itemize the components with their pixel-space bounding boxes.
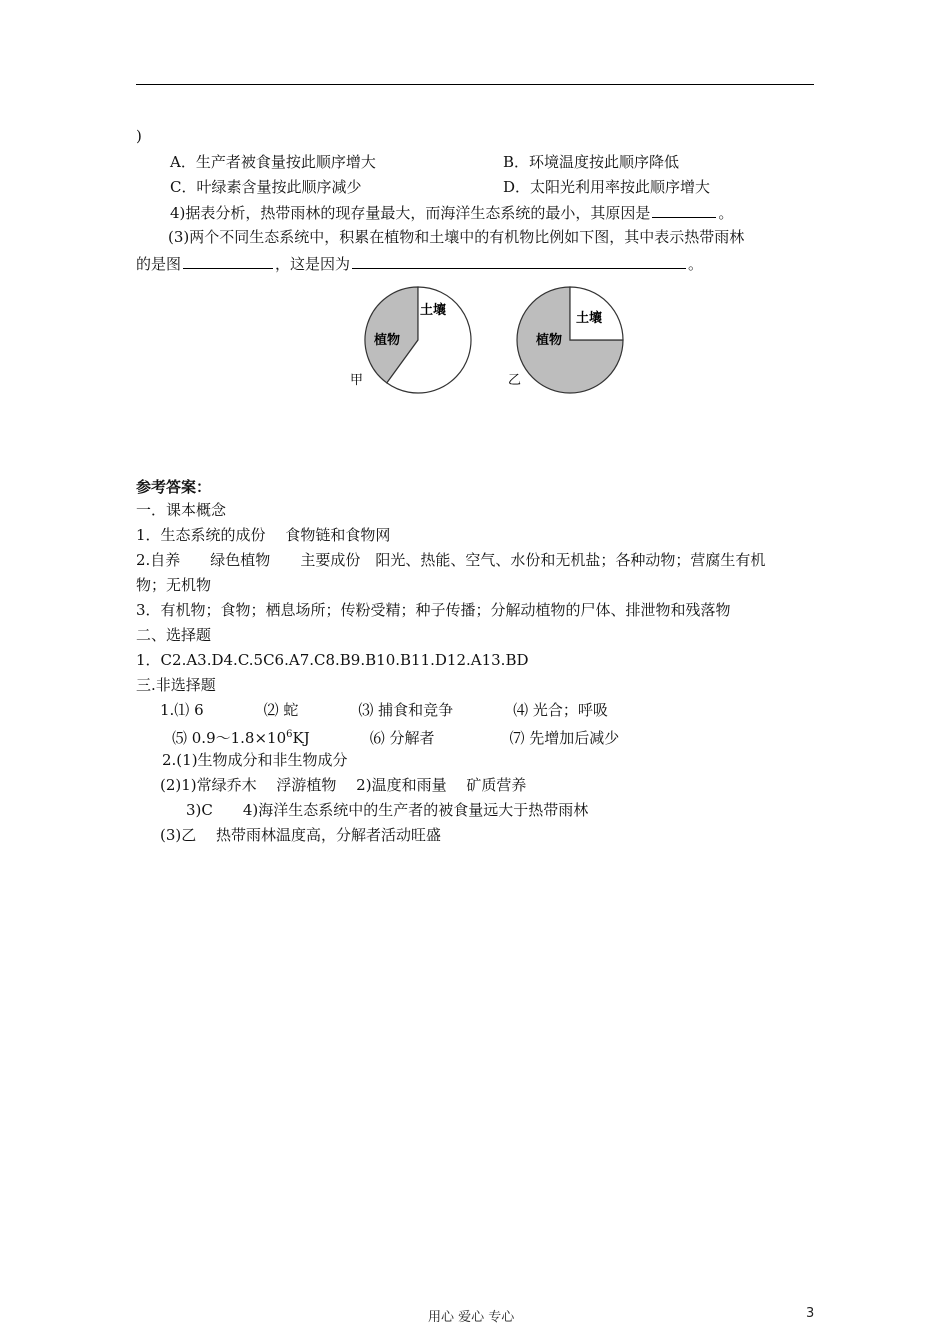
section-1-item-2a: 2.自养 绿色植物 主要成份 阳光、热能、空气、水份和无机盐；各种动物；营腐生有机 <box>136 551 766 569</box>
section-1-title: 一．课本概念 <box>136 501 227 519</box>
section-1-item-2b: 物；无机物 <box>136 576 212 594</box>
section-3-item-2c: 3)C 4)海洋生态系统中的生产者的被食量远大于热带雨林 <box>186 801 589 819</box>
question-3-end: 。 <box>688 255 704 273</box>
question-3-line2 <box>136 253 703 274</box>
header-rule <box>136 84 814 85</box>
question-4-end: 。 <box>718 204 734 222</box>
pie-jia-soil-label: 土壤 <box>420 303 447 318</box>
pie-yi-soil-label: 土壤 <box>576 311 603 326</box>
section-3-title: 三.非选择题 <box>136 676 216 694</box>
pie-chart-jia <box>350 287 471 393</box>
question-3-text-b: ，这是因为 <box>275 255 351 273</box>
pie-jia-label: 甲 <box>350 373 364 388</box>
section-3-item-1b-pre: ⑸ 0.9～1.8×10 <box>172 729 287 747</box>
question-4-text: 4)据表分析，热带雨林的现存量最大，而海洋生态系统的最小，其原因是 <box>170 204 651 222</box>
section-2-answers: 1．C2.A3.D4.C.5C6.A7.C8.B9.B10.B11.D12.A13.BD <box>136 651 529 669</box>
option-a: A．生产者被食量按此顺序增大 <box>170 153 376 171</box>
option-d: D．太阳光利用率按此顺序增大 <box>503 178 711 196</box>
pie-chart-yi <box>508 287 623 393</box>
section-3-item-1a: 1.⑴ 6 ⑵ 蛇 ⑶ 捕食和竞争 ⑷ 光合；呼吸 <box>160 701 608 719</box>
footer-slogan: 用心 爱心 专心 <box>428 1310 515 1325</box>
pie-jia-plant-label: 植物 <box>374 333 401 348</box>
section-1-item-3: 3．有机物；食物；栖息场所；传粉受精；种子传播；分解动植物的尸体、排泄物和残落物 <box>136 601 731 619</box>
question-4 <box>170 202 733 223</box>
option-c: C．叶绿素含量按此顺序减少 <box>170 178 362 196</box>
question-3-text-a: 的是图 <box>136 255 182 273</box>
answer-blank[interactable] <box>183 253 273 269</box>
closing-paren: ) <box>136 127 142 145</box>
section-3-item-1b <box>172 725 619 748</box>
section-1-item-1: 1．生态系统的成份 食物链和食物网 <box>136 526 391 544</box>
option-b: B．环境温度按此顺序降低 <box>503 153 680 171</box>
section-3-item-2a: 2.(1)生物成分和非生物成分 <box>162 751 348 769</box>
answer-blank[interactable] <box>352 253 686 269</box>
answer-blank[interactable] <box>652 202 716 218</box>
section-3-item-3: (3)乙 热带雨林温度高，分解者活动旺盛 <box>160 826 442 844</box>
pie-figure <box>340 280 640 420</box>
pie-yi-plant-label: 植物 <box>536 333 563 348</box>
exponent: 6 <box>286 729 293 740</box>
answers-heading: 参考答案： <box>136 478 212 496</box>
section-2-title: 二、选择题 <box>136 626 212 644</box>
pie-yi-label: 乙 <box>508 373 522 388</box>
question-3-line1: (3)两个不同生态系统中，积累在植物和土壤中的有机物比例如下图，其中表示热带雨林 <box>168 228 745 246</box>
page-number: 3 <box>806 1306 815 1321</box>
section-3-item-2b: (2)1)常绿乔木 浮游植物 2)温度和雨量 矿质营养 <box>160 776 527 794</box>
section-3-item-1b-post: KJ ⑹ 分解者 ⑺ 先增加后减少 <box>292 729 620 747</box>
